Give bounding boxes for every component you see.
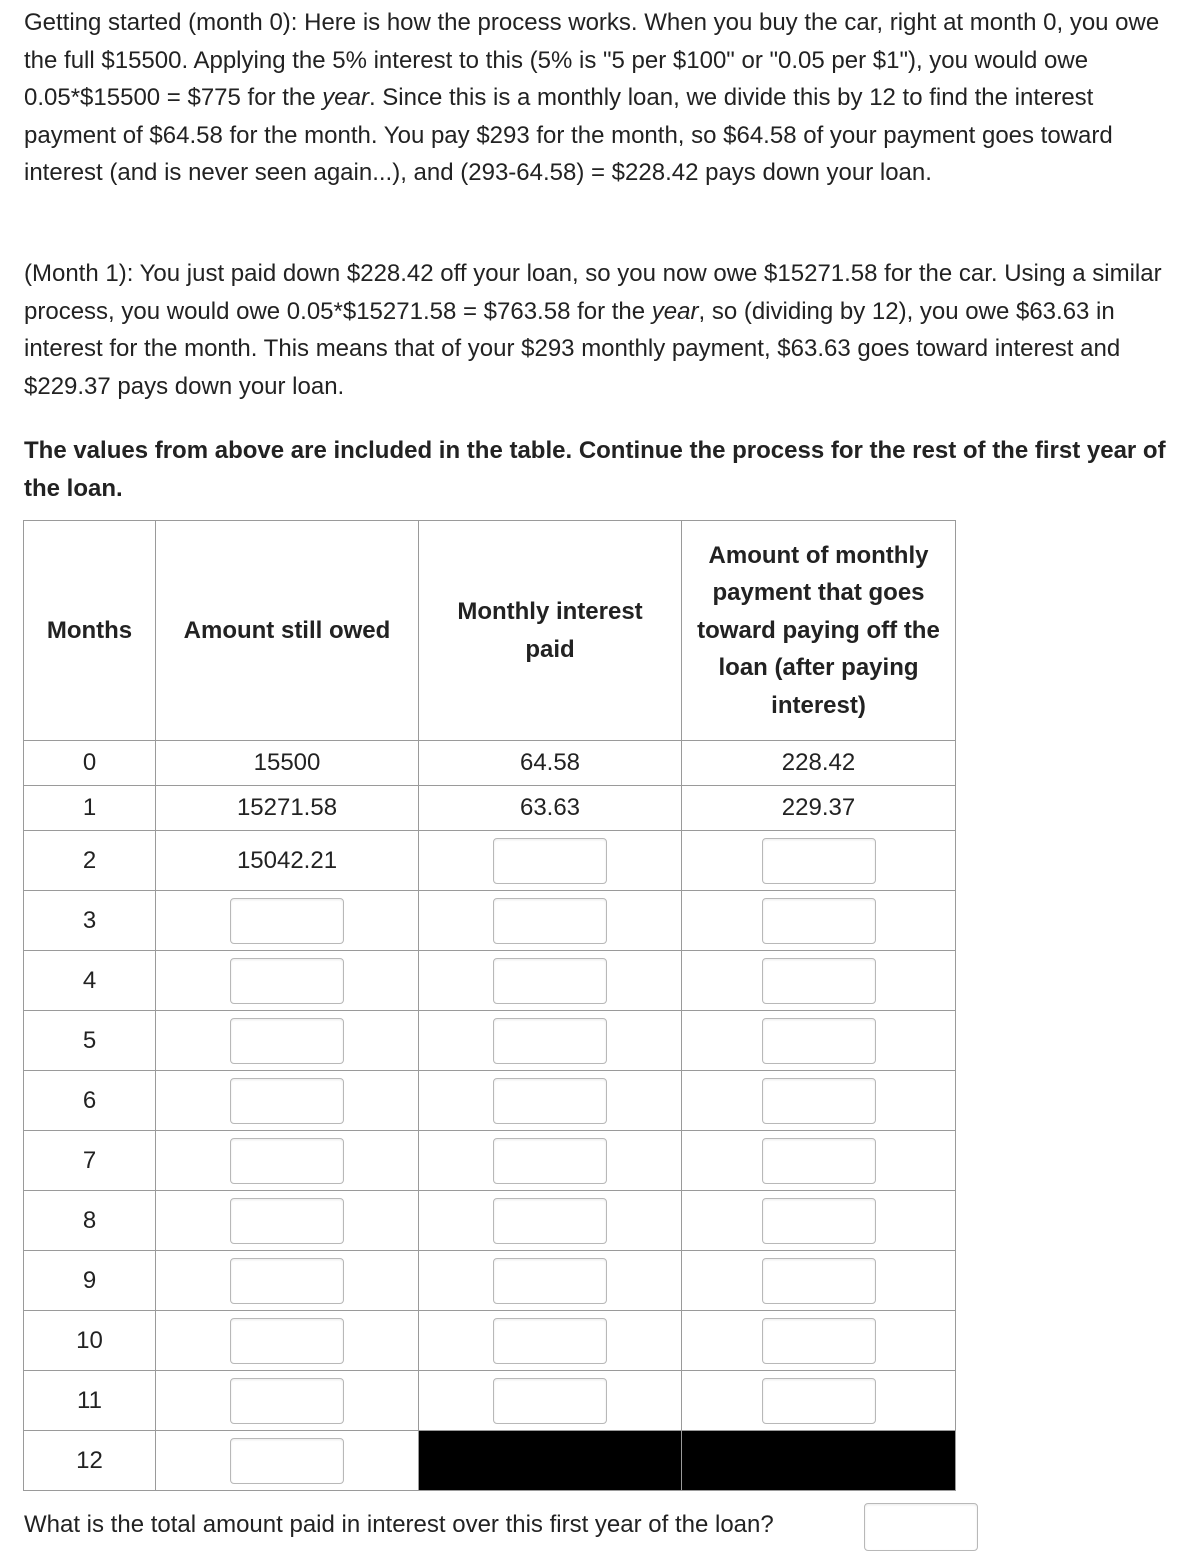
month-cell: 1 — [24, 786, 156, 831]
principal-cell — [682, 951, 956, 1011]
owed-input[interactable] — [230, 1438, 344, 1484]
principal-cell — [682, 891, 956, 951]
principal-cell: 228.42 — [682, 741, 956, 786]
month-cell: 2 — [24, 831, 156, 891]
interest-input[interactable] — [493, 1078, 607, 1124]
principal-input[interactable] — [762, 1138, 876, 1184]
table-row — [24, 1311, 956, 1371]
interest-cell: 63.63 — [419, 786, 682, 831]
table-row — [24, 1071, 956, 1131]
principal-cell — [682, 1371, 956, 1431]
interest-input[interactable] — [493, 1258, 607, 1304]
month-cell: 4 — [24, 951, 156, 1011]
principal-cell — [682, 1311, 956, 1371]
table-row — [24, 1191, 956, 1251]
month-cell: 12 — [24, 1431, 156, 1491]
owed-cell — [156, 1011, 419, 1071]
month-cell: 6 — [24, 1071, 156, 1131]
principal-cell — [682, 1011, 956, 1071]
blocked-cell — [682, 1431, 956, 1491]
month-cell: 9 — [24, 1251, 156, 1311]
intro-emphasis: year — [651, 297, 699, 325]
owed-cell — [156, 1311, 419, 1371]
month-cell: 0 — [24, 741, 156, 786]
month-cell: 8 — [24, 1191, 156, 1251]
table-row — [24, 1371, 956, 1431]
owed-input[interactable] — [230, 1138, 344, 1184]
intro-emphasis: year — [322, 84, 369, 111]
owed-input[interactable] — [230, 1198, 344, 1244]
principal-input[interactable] — [762, 1318, 876, 1364]
interest-cell — [419, 891, 682, 951]
interest-input[interactable] — [493, 1018, 607, 1064]
principal-input[interactable] — [762, 898, 876, 944]
principal-input[interactable] — [762, 1198, 876, 1244]
table-row — [24, 1131, 956, 1191]
interest-cell — [419, 1311, 682, 1371]
principal-cell — [682, 831, 956, 891]
interest-cell — [419, 1131, 682, 1191]
month-cell: 10 — [24, 1311, 156, 1371]
month-cell: 3 — [24, 891, 156, 951]
principal-input[interactable] — [762, 958, 876, 1004]
interest-input[interactable] — [493, 1198, 607, 1244]
instruction-text: The values from above are included in the table. Continue the process for the rest of the first year of the loan. — [24, 437, 1166, 502]
loan-table — [23, 520, 956, 1491]
owed-cell: 15042.21 — [156, 831, 419, 891]
table-row — [24, 1251, 956, 1311]
principal-cell — [682, 1191, 956, 1251]
interest-input[interactable] — [493, 1318, 607, 1364]
interest-input[interactable] — [493, 898, 607, 944]
intro-text: . Since this is a monthly loan, we divide this by 12 to find the interest payment of $64.58 for the month. You pay $293 for the month, so $64.58 of your payment goes toward interest (and is never seen again...), and (293-64.58) = $228.42 pays down your loan. — [24, 84, 1113, 186]
interest-input[interactable] — [493, 958, 607, 1004]
owed-cell — [156, 951, 419, 1011]
principal-cell — [682, 1251, 956, 1311]
intro-text: , so (dividing by 12), you owe $63.63 in interest for the month. This means that of your $293 monthly payment, $63.63 goes toward interest and $229.37 pays down your loan. — [24, 297, 1121, 400]
principal-input[interactable] — [762, 1378, 876, 1424]
header-months: Months — [24, 521, 156, 741]
interest-cell — [419, 1191, 682, 1251]
principal-cell — [682, 1071, 956, 1131]
month-cell: 11 — [24, 1371, 156, 1431]
table-row — [24, 786, 956, 831]
total-interest-input[interactable] — [864, 1503, 978, 1551]
owed-input[interactable] — [230, 1378, 344, 1424]
interest-cell — [419, 831, 682, 891]
interest-cell — [419, 1251, 682, 1311]
month-cell: 7 — [24, 1131, 156, 1191]
interest-input[interactable] — [493, 838, 607, 884]
principal-input[interactable] — [762, 838, 876, 884]
principal-input[interactable] — [762, 1078, 876, 1124]
interest-cell — [419, 1371, 682, 1431]
table-row — [24, 951, 956, 1011]
owed-cell: 15500 — [156, 741, 419, 786]
intro-text: (Month 1): You just paid down $228.42 off your loan, so you now owe $15271.58 for the car. Using a similar process, you would owe 0.05*$15271.58 = $763.58 for the — [24, 260, 1162, 325]
interest-cell: 64.58 — [419, 741, 682, 786]
principal-cell: 229.37 — [682, 786, 956, 831]
intro-paragraph-month-1 — [24, 255, 1184, 405]
table-row — [24, 1011, 956, 1071]
owed-cell — [156, 1251, 419, 1311]
table-row — [24, 891, 956, 951]
header-principal-payment: Amount of monthly payment that goes toward paying off the loan (after paying interest) — [682, 521, 956, 741]
principal-cell — [682, 1131, 956, 1191]
owed-cell — [156, 1131, 419, 1191]
header-monthly-interest: Monthly interest paid — [419, 521, 682, 741]
blocked-cell — [419, 1431, 682, 1491]
principal-input[interactable] — [762, 1258, 876, 1304]
owed-input[interactable] — [230, 958, 344, 1004]
owed-input[interactable] — [230, 1018, 344, 1064]
principal-input[interactable] — [762, 1018, 876, 1064]
loan-table-body — [24, 741, 956, 1491]
interest-input[interactable] — [493, 1138, 607, 1184]
owed-cell: 15271.58 — [156, 786, 419, 831]
interest-cell — [419, 1011, 682, 1071]
table-row — [24, 741, 956, 786]
owed-input[interactable] — [230, 1258, 344, 1304]
owed-input[interactable] — [230, 1078, 344, 1124]
intro-paragraph-month-0 — [24, 4, 1184, 192]
interest-cell — [419, 1071, 682, 1131]
table-row — [24, 831, 956, 891]
owed-cell — [156, 1431, 419, 1491]
month-cell: 5 — [24, 1011, 156, 1071]
total-interest-question: What is the total amount paid in interest over this first year of the loan? — [24, 1511, 774, 1538]
owed-input[interactable] — [230, 1318, 344, 1364]
table-row — [24, 1431, 956, 1491]
owed-cell — [156, 1071, 419, 1131]
owed-input[interactable] — [230, 898, 344, 944]
owed-cell — [156, 1191, 419, 1251]
owed-cell — [156, 891, 419, 951]
interest-input[interactable] — [493, 1378, 607, 1424]
interest-cell — [419, 951, 682, 1011]
owed-cell — [156, 1371, 419, 1431]
header-amount-owed: Amount still owed — [156, 521, 419, 741]
intro-text: Getting started (month 0): Here is how the process works. When you buy the car, right at month 0, you owe the full $15500. Applying the 5% interest to this (5% is "5 per $100" or "0.05 per $1"), you would owe 0.05*$15500 = $775 for the — [24, 9, 1160, 111]
